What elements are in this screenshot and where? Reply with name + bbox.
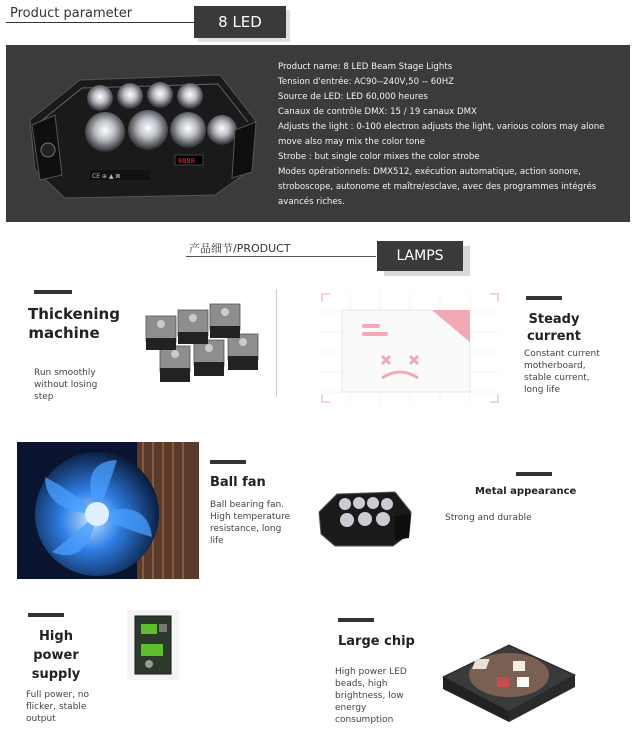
feature-title: Thickening machine xyxy=(28,305,120,342)
spec-line: Canaux de contrôle DMX: 15 / 19 canaux DMX xyxy=(278,107,477,117)
vertical-divider xyxy=(276,289,277,397)
product-divider xyxy=(186,256,376,257)
stepper-motor-image xyxy=(138,298,270,390)
product-section-title: 产品细节/PRODUCT xyxy=(189,242,291,255)
power-supply-board-image xyxy=(127,610,179,680)
feature-desc: Constant current motherboard, stable current, long life xyxy=(524,349,600,395)
spec-line: Source de LED: LED 60,000 heures xyxy=(278,92,428,102)
feature-desc: Run smoothly without losing step xyxy=(34,368,98,402)
feature-title: Steady current xyxy=(526,312,582,344)
header-divider xyxy=(6,22,196,23)
feature-desc: Strong and durable xyxy=(445,513,532,523)
feature-title: Large chip xyxy=(338,634,415,649)
feature-accent-bar xyxy=(338,618,374,622)
feature-desc: Ball bearing fan. High temperature resistance, long life xyxy=(210,500,291,546)
spec-line: Adjusts the light : 0-100 electron adjusts the light, various colors may alone move also may mix the color tone xyxy=(278,122,605,147)
feature-title: Ball fan xyxy=(210,475,266,490)
svg-text:CE ⊕ ▲ ⊠: CE ⊕ ▲ ⊠ xyxy=(92,173,121,180)
tab-8-led: 8 LED xyxy=(194,6,286,38)
metal-light-image xyxy=(315,488,415,550)
spec-line: Modes opérationnels: DMX512, exécution automatique, action sonore, stroboscope, autonome et maître/esclave, avec des programmes intégrés avancés riches. xyxy=(278,167,597,207)
spec-line: Strobe : but single color mixes the color strobe xyxy=(278,152,480,162)
feature-accent-bar xyxy=(526,296,562,300)
feature-title: Metal appearance xyxy=(475,486,577,497)
feature-desc: Full power, no flicker, stable output xyxy=(26,690,89,724)
spec-line: Tension d'entrée: AC90--240V,50 -- 60HZ xyxy=(278,77,455,87)
section-title: Product parameter xyxy=(10,6,133,21)
feature-desc: High power LED beads, high brightness, low energy consumption xyxy=(335,667,407,725)
feature-accent-bar xyxy=(28,613,64,617)
feature-accent-bar xyxy=(210,460,246,464)
ball-fan-image xyxy=(17,442,199,579)
spec-line: Product name: 8 LED Beam Stage Lights xyxy=(278,62,453,72)
led-chip-image xyxy=(433,617,585,722)
spec-list xyxy=(278,60,628,210)
tab-lamps: LAMPS xyxy=(377,241,463,271)
svg-text:8888: 8888 xyxy=(178,157,195,165)
feature-title: High power supply xyxy=(31,629,81,682)
steady-current-placeholder-image xyxy=(320,292,500,404)
led-beam-light-image xyxy=(20,60,270,210)
feature-accent-bar xyxy=(516,472,552,476)
feature-accent-bar xyxy=(34,290,72,294)
